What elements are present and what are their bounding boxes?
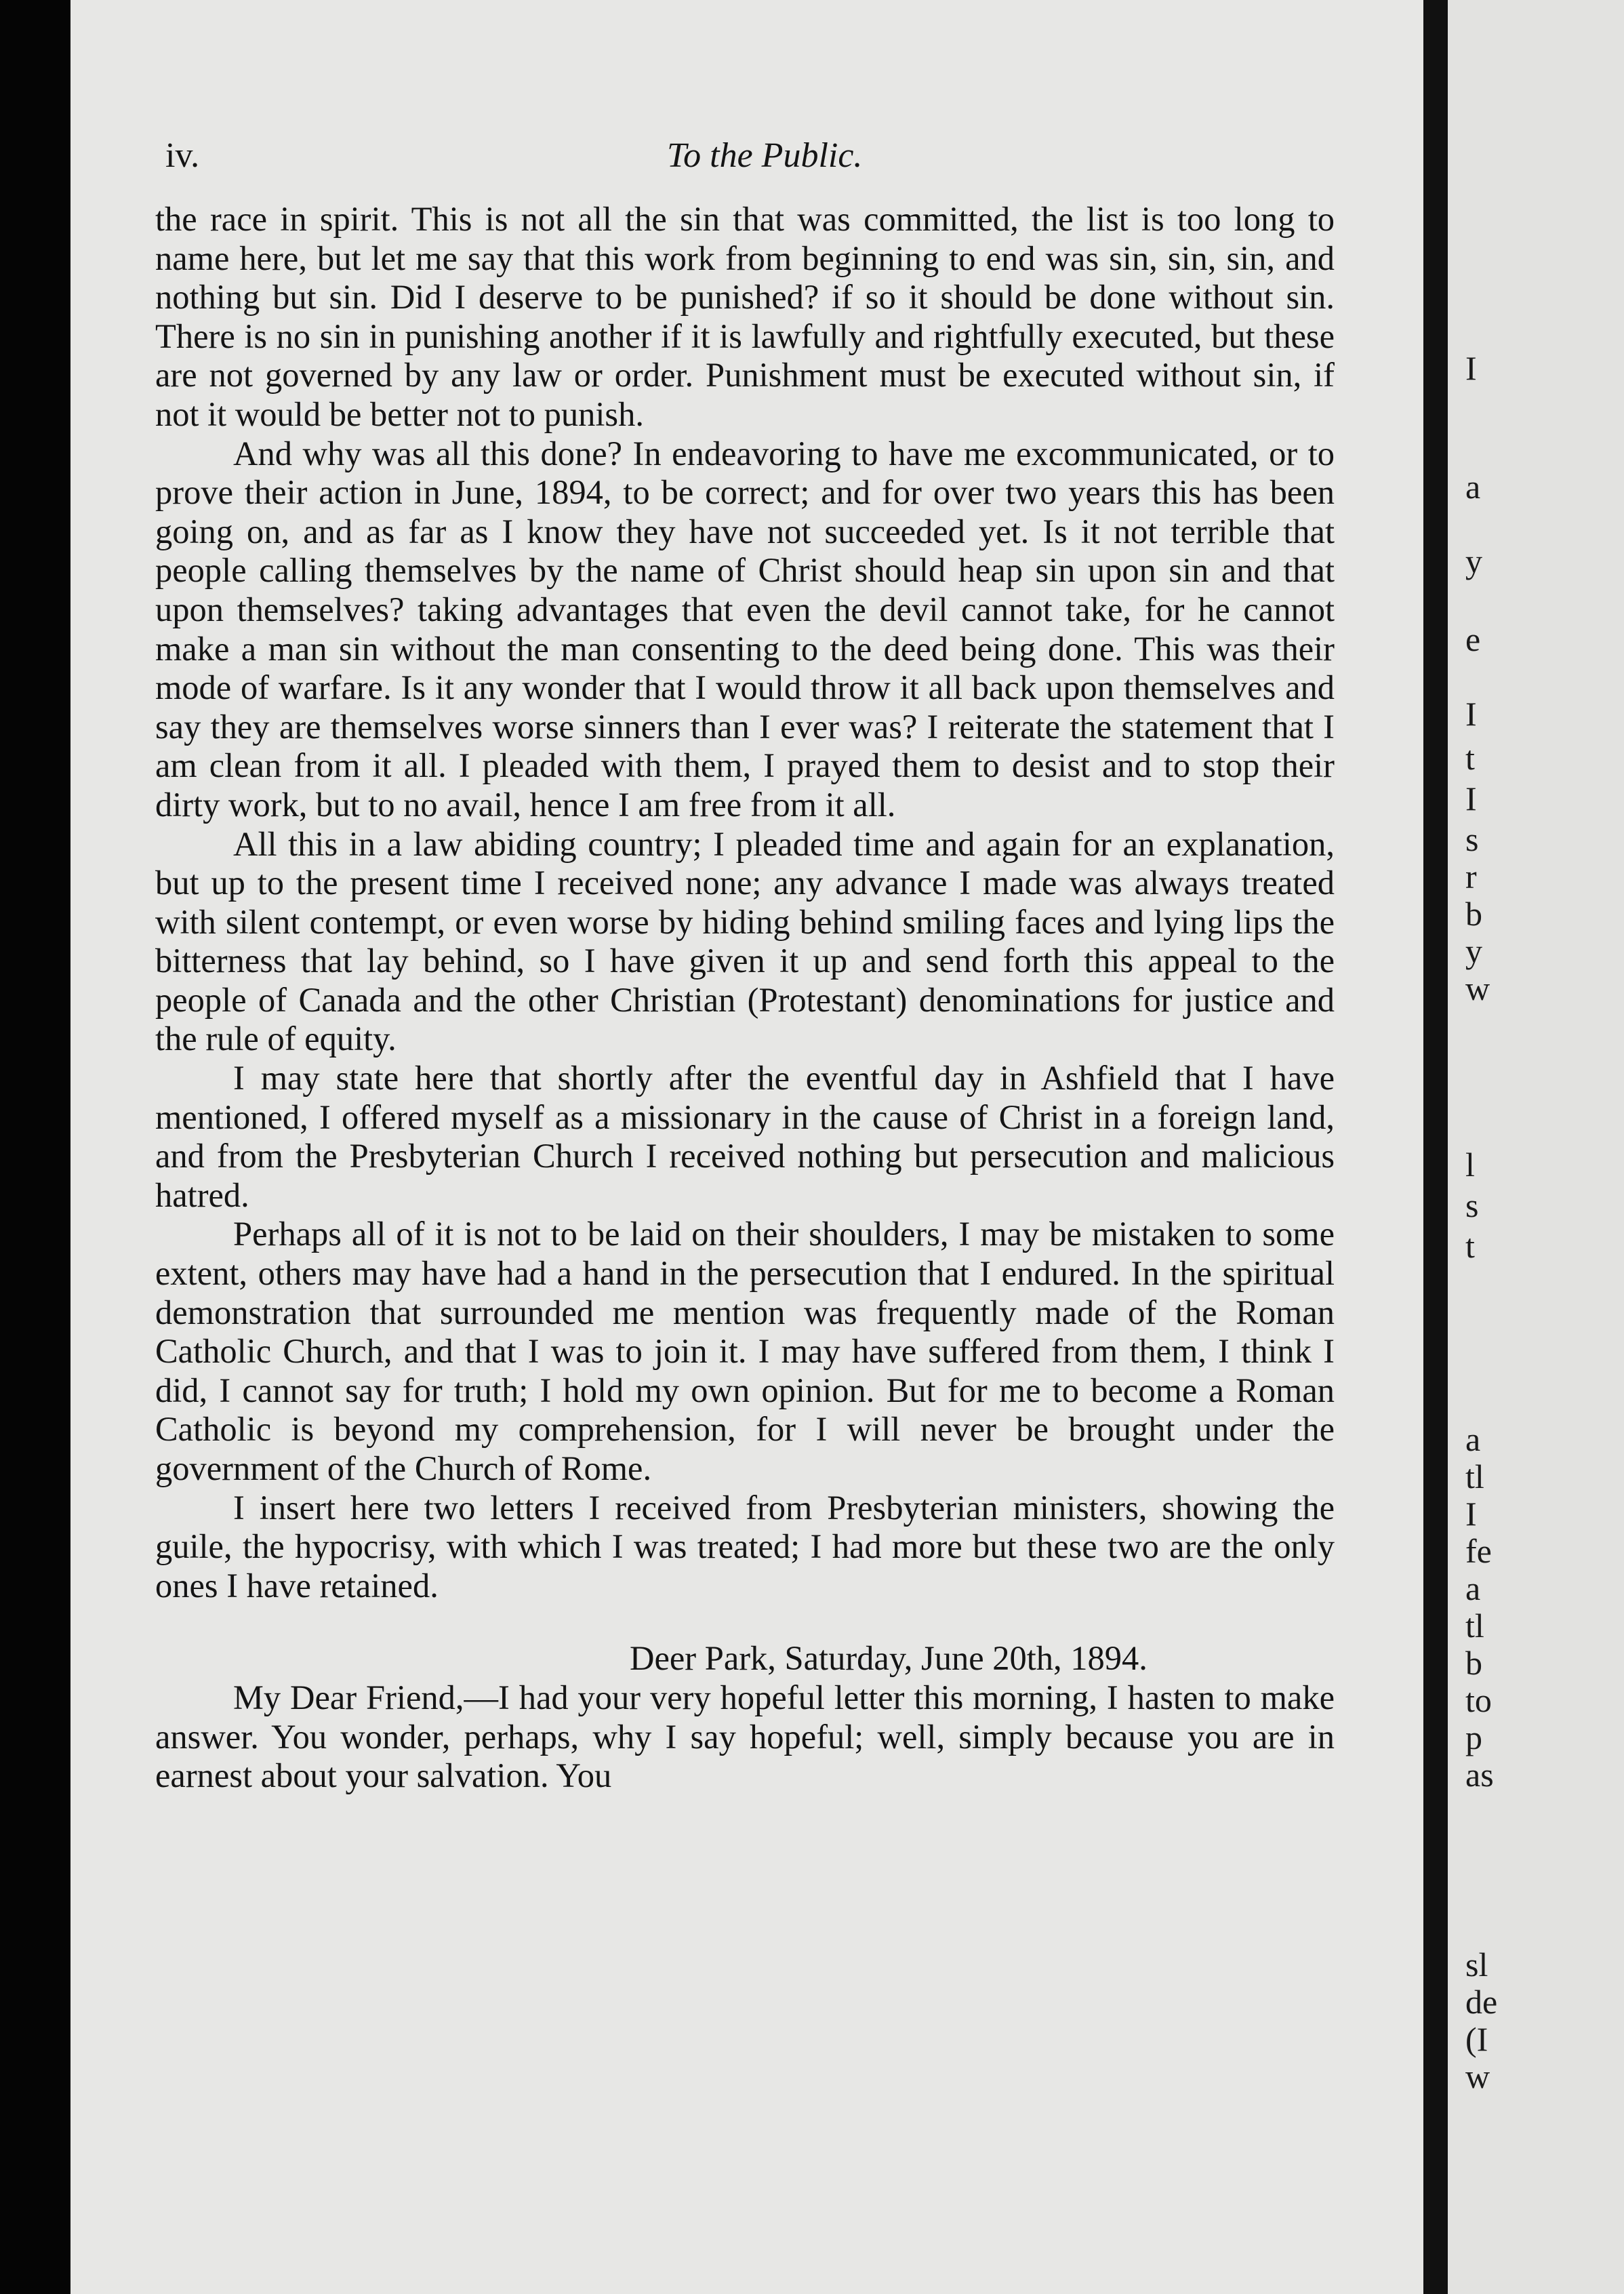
fragment: de bbox=[1465, 1983, 1498, 2021]
fragment: t bbox=[1465, 739, 1475, 777]
fragment: p bbox=[1465, 1718, 1482, 1756]
fragment: l bbox=[1465, 1146, 1475, 1184]
book-page bbox=[70, 0, 1423, 2294]
fragment: s bbox=[1465, 1186, 1479, 1224]
fragment: r bbox=[1465, 858, 1477, 896]
fragment: tl bbox=[1465, 1457, 1484, 1495]
paragraph-1: the race in spirit. This is not all the sin that was committed, the list is too long to name here, but let me say that this work from beginning to end was sin, sin, sin, and nothing but sin. Did I deserve to be punished? if so it should be done without sin. There is no sin in punishing another if it is lawfully and rightfully executed, but these are not governed by any law or order. Punishment must be executed without sin, if not it would be better not to punish. bbox=[155, 200, 1335, 433]
adjacent-page bbox=[1448, 0, 1624, 2294]
letter-dateline: Deer Park, Saturday, June 20th, 1894. bbox=[630, 1639, 1148, 1678]
fragment: sl bbox=[1465, 1946, 1488, 1984]
book-gutter bbox=[1423, 0, 1448, 2294]
fragment: I bbox=[1465, 349, 1477, 387]
fragment: to bbox=[1465, 1681, 1492, 1719]
fragment: b bbox=[1465, 895, 1482, 933]
fragment: y bbox=[1465, 932, 1482, 970]
fragment: s bbox=[1465, 820, 1479, 858]
fragment: as bbox=[1465, 1756, 1494, 1794]
scan-left-edge bbox=[0, 0, 70, 2294]
fragment: a bbox=[1465, 468, 1481, 506]
fragment: I bbox=[1465, 780, 1477, 818]
letter-opening: My Dear Friend,—I had your very hopeful letter this morning, I hasten to make answer. You wonder, perhaps, why I say hopeful; well, simply because you are in earnest about your salvation. You bbox=[155, 1678, 1335, 1795]
fragment: w bbox=[1465, 969, 1490, 1007]
fragment: y bbox=[1465, 542, 1482, 580]
paragraph-3: All this in a law abiding country; I pleaded time and again for an explanation, but up to the present time I received none; any advance I made was always treated with silent contempt, or even worse by hiding behind smiling faces and lying lips the bitterness that lay behind, so I have given it up and send forth this appeal to the people of Canada and the other Christian (Protestant) denominations for justice and the rule of equity. bbox=[155, 824, 1335, 1058]
fragment: I bbox=[1465, 1495, 1477, 1533]
fragment: tl bbox=[1465, 1607, 1484, 1645]
running-title: To the Public. bbox=[667, 136, 863, 175]
fragment: a bbox=[1465, 1569, 1481, 1607]
fragment: e bbox=[1465, 620, 1481, 658]
fragment: w bbox=[1465, 2057, 1490, 2095]
running-head bbox=[165, 136, 1318, 190]
paragraph-2: And why was all this done? In endeavoring to have me excommunicated, or to prove their action in June, 1894, to be correct; and for over two years this has been going on, and as far as I know they have not succeeded yet. Is it not terrible that people calling themselves by the name of Christ should heap sin upon sin and that upon themselves? taking advantages that even the devil cannot take, for he cannot make a man sin without the man consenting to the deed being done. This was their mode of warfare. Is it any wonder that I would throw it all back upon themselves and say they are themselves worse sinners than I ever was? I reiterate the statement that I am clean from it all. I pleaded with them, I prayed them to desist and to stop their dirty work, but to no avail, hence I am free from it all. bbox=[155, 434, 1335, 824]
fragment: a bbox=[1465, 1420, 1481, 1458]
paragraph-5: Perhaps all of it is not to be laid on their shoulders, I may be mistaken to some extent, others may have had a hand in the persecution that I endured. In the spiritual demonstration that surrounded me mention was frequently made of the Roman Catholic Church, and that I was to join it. I may have suffered from them, I think I did, I cannot say for truth; I hold my own opinion. But for me to become a Roman Catholic is beyond my comprehension, for I will never be brought under the government of the Church of Rome. bbox=[155, 1215, 1335, 1487]
paragraph-4: I may state here that shortly after the eventful day in Ashfield that I have mentioned, I offered myself as a missionary in the cause of Christ in a foreign land, and from the Presbyterian Church I received nothing but persecution and malicious hatred. bbox=[155, 1059, 1335, 1214]
fragment: I bbox=[1465, 695, 1477, 733]
body-text bbox=[155, 200, 1335, 1796]
fragment: t bbox=[1465, 1227, 1475, 1265]
fragment: (I bbox=[1465, 2020, 1488, 2058]
page-number: iv. bbox=[165, 136, 200, 175]
fragment: b bbox=[1465, 1644, 1482, 1682]
fragment: fe bbox=[1465, 1532, 1492, 1570]
paragraph-6: I insert here two letters I received from Presbyterian ministers, showing the guile, the hypocrisy, with which I was treated; I had more but these two are the only ones I have retained. bbox=[155, 1488, 1335, 1605]
